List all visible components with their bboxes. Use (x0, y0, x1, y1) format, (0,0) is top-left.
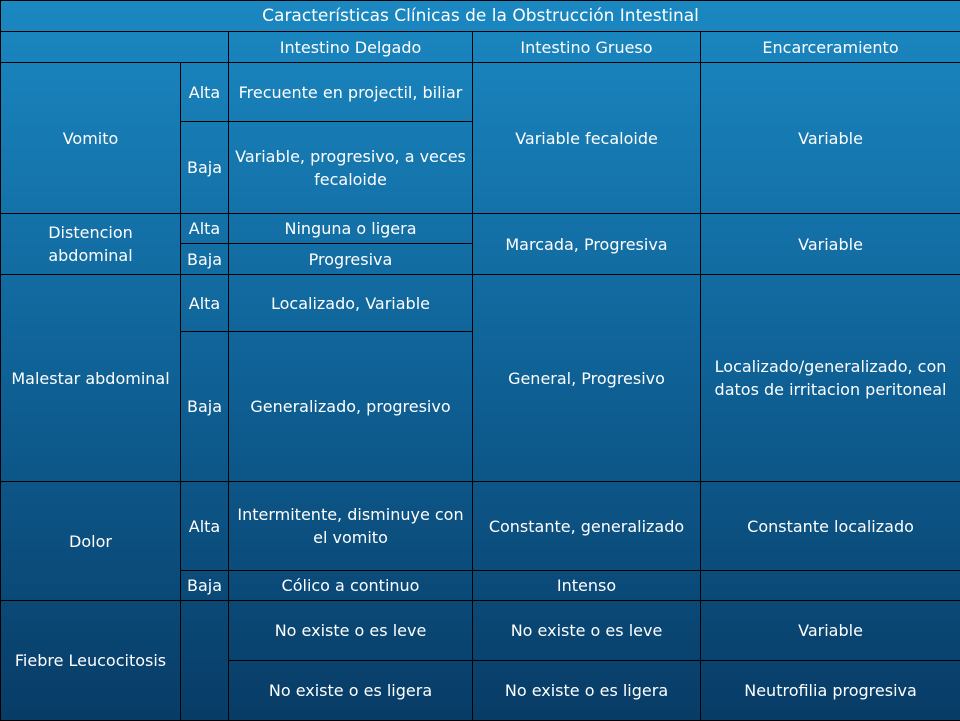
title-row (1, 1, 960, 32)
cell-dolor-alta-encarceramiento: Constante localizado (701, 482, 960, 571)
header-incarceration: Encarceramiento (701, 32, 960, 63)
cell-vomito-baja-delgado: Variable, progresivo, a veces fecaloide (229, 122, 473, 214)
sub-alta: Alta (181, 214, 229, 244)
sub-baja: Baja (181, 122, 229, 214)
cell-malestar-alta-delgado: Localizado, Variable (229, 275, 473, 332)
cell-dolor-baja-grueso: Intenso (473, 571, 701, 601)
cell-malestar-encarceramiento: Localizado/generalizado, con datos de irritacion peritoneal (701, 275, 960, 482)
cell-dolor-alta-grueso: Constante, generalizado (473, 482, 701, 571)
cell-distencion-baja-delgado: Progresiva (229, 244, 473, 275)
header-blank (1, 32, 229, 63)
sub-blank (181, 601, 229, 721)
cell-leuco-delgado: No existe o es ligera (229, 661, 473, 721)
row-label-fiebre: Fiebre Leucocitosis (1, 601, 181, 721)
header-small-bowel: Intestino Delgado (229, 32, 473, 63)
row-label-vomito: Vomito (1, 63, 181, 214)
sub-alta: Alta (181, 63, 229, 122)
cell-vomito-grueso: Variable fecaloide (473, 63, 701, 214)
table-row (1, 275, 960, 332)
row-label-malestar: Malestar abdominal (1, 275, 181, 482)
row-label-dolor: Dolor (1, 482, 181, 601)
cell-dolor-baja-encarceramiento (701, 571, 960, 601)
cell-fiebre-encarceramiento: Variable (701, 601, 960, 661)
header-row (1, 32, 960, 63)
cell-fiebre-grueso: No existe o es leve (473, 601, 701, 661)
table-title: Características Clínicas de la Obstrucción Intestinal (1, 1, 960, 32)
sub-alta: Alta (181, 482, 229, 571)
cell-malestar-baja-delgado: Generalizado, progresivo (229, 332, 473, 482)
sub-baja: Baja (181, 571, 229, 601)
cell-vomito-encarceramiento: Variable (701, 63, 960, 214)
cell-leuco-grueso: No existe o es ligera (473, 661, 701, 721)
header-large-bowel: Intestino Grueso (473, 32, 701, 63)
cell-distencion-alta-delgado: Ninguna o ligera (229, 214, 473, 244)
sub-alta: Alta (181, 275, 229, 332)
table-row (1, 214, 960, 244)
cell-dolor-baja-delgado: Cólico a continuo (229, 571, 473, 601)
cell-distencion-encarceramiento: Variable (701, 214, 960, 275)
cell-vomito-alta-delgado: Frecuente en projectil, biliar (229, 63, 473, 122)
cell-fiebre-delgado: No existe o es leve (229, 601, 473, 661)
sub-baja: Baja (181, 244, 229, 275)
cell-dolor-alta-delgado: Intermitente, disminuye con el vomito (229, 482, 473, 571)
cell-distencion-grueso: Marcada, Progresiva (473, 214, 701, 275)
sub-baja: Baja (181, 332, 229, 482)
cell-malestar-grueso: General, Progresivo (473, 275, 701, 482)
table-row (1, 601, 960, 661)
table-row (1, 63, 960, 122)
cell-leuco-encarceramiento: Neutrofilia progresiva (701, 661, 960, 721)
table-row (1, 482, 960, 571)
row-label-distencion: Distencion abdominal (1, 214, 181, 275)
